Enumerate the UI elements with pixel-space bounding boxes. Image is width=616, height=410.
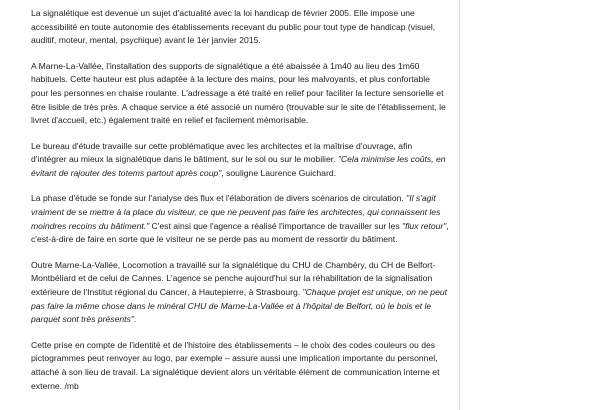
- paragraph-text: Outre Marne-La-Vallée, Locomotion a travaillé sur la signalétique du CHU de Chambéry, du CH de Belfort-Montbéliard et de celui de Cannes. L'agence se penche aujourd'hui sur la réhabilitation de la signalisation extérieure de l'Institut régional du Cancer, à Hautepierre, à Strasbourg.: [31, 259, 436, 297]
- paragraph-text: , c'est-à-dire de faire en sorte que le visiteur ne se perde pas au moment de ressortir du bâtiment.: [31, 220, 449, 245]
- article-paragraph-2: [31, 60, 449, 129]
- article-paragraph-5: [31, 259, 449, 328]
- article-paragraph-6: [31, 339, 449, 394]
- paragraph-text: C'est ainsi que l'agence a réalisé l'importance de travailler sur les: [149, 220, 403, 231]
- article-paragraph-3: [31, 140, 449, 181]
- paragraph-text: , souligne Laurence Guichard.: [221, 168, 336, 179]
- paragraph-text: La signalétique est devenue un sujet d'actualité avec la loi handicap de février 2005. Elle impose une accessibilité en toute autonomie des établissements recevant du public pour tout type de handicap (visuel, auditif, moteur, mental, psychique) avant le 1er janvier 2015.: [31, 8, 436, 46]
- quote-text: "Chaque projet est unique, on ne peut pas faire la même chose dans le minéral CHU de Marne-La-Vallée et à l'hôpital de Belfort, où le bois et le parquet sont très présents": [31, 286, 448, 325]
- paragraph-text: .: [133, 314, 137, 325]
- article-paragraph-1: [31, 7, 449, 48]
- article-paragraph-4: [31, 192, 449, 247]
- paragraph-text: La phase d'étude se fonde sur l'analyse des flux et l'élaboration de divers scénarios de circulation.: [31, 193, 407, 204]
- paragraph-text: Le bureau d'étude travaille sur cette problématique avec les architectes et la maîtrise d'ouvrage, afin d'intégrer au mieux la signalétique dans le bâtiment, sur le sol ou sur le mobilier.: [31, 140, 413, 165]
- quote-text: "Il s'agit vraiment de se mettre à la place du visiteur, ce que ne peuvent pas faire les architectes, qui connaissent les moindres recoins du bâtiment.": [31, 193, 441, 231]
- paragraph-text: Cette prise en compte de l'identité et de l'histoire des établissements – le choix des codes couleurs ou des pictogrammes peut renvoyer au logo, par exemple – assure aussi une implication importante du personnel, attaché à son lieu de travail. La signalétique devient alors un véritable élément de communication interne et externe. /mb: [31, 339, 440, 391]
- paragraph-text: A Marne-La-Vallée, l'installation des supports de signalétique a été abaissée à 1m40 au lieu des 1m60 habituels. Cette hauteur est plus adaptée à la lecture des mains, pour les malvoyants, et plus confortable pour les personnes en chaise roulante. L'adressage a été traité en relief pour faciliter la lecture sensorielle et être lisible de très près. A chaque service a été associé un numéro (trouvable sur le site de l'établissement, le livret d'accueil, etc.) également traité en relief et facilement mémorisable.: [31, 60, 446, 126]
- quote-text: "Cela minimise les coûts, en évitant de rajouter des totems partout après coup": [31, 154, 446, 179]
- quote-text: "flux retour": [402, 220, 447, 231]
